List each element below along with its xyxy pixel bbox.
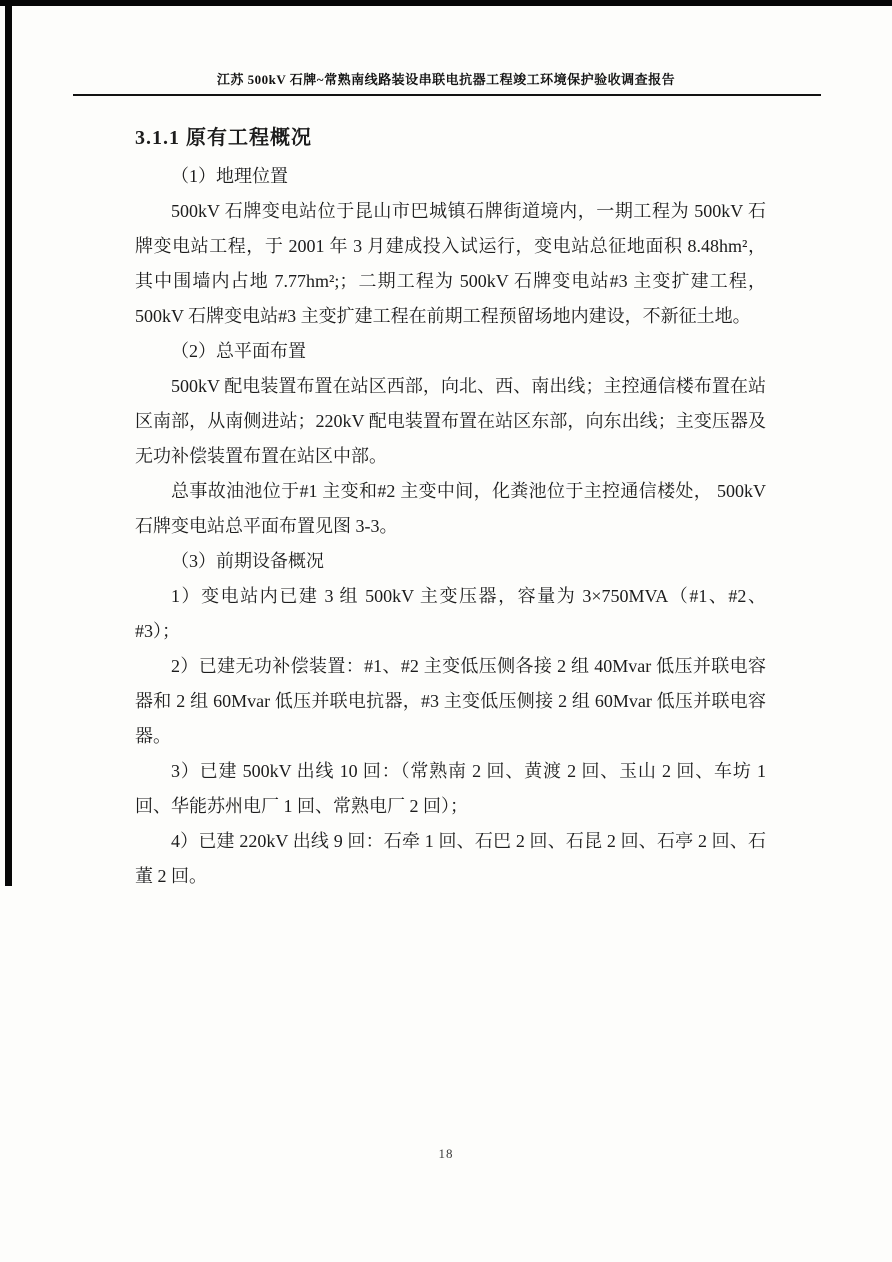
document-body bbox=[135, 121, 766, 894]
page-number: 18 bbox=[438, 1146, 454, 1161]
running-header-title: 江苏 500kV 石牌~常熟南线路装设串联电抗器工程竣工环境保护验收调查报告 bbox=[216, 72, 676, 87]
paragraph-item-4-220kv-lines: 4）已建 220kV 出线 9 回：石牵 1 回、石巴 2 回、石昆 2 回、石亭 2 回、石董 2 回。 bbox=[135, 831, 766, 886]
section-heading: 3.1.1 原有工程概况 bbox=[135, 127, 312, 149]
scan-artifact-left-bar bbox=[5, 0, 12, 886]
paragraph-item-3-500kv-lines: 3）已建 500kV 出线 10 回：（常熟南 2 回、黄渡 2 回、玉山 2 回、车坊 1 回、华能苏州电厂 1 回、常熟电厂 2 回）； bbox=[135, 761, 766, 816]
paragraph-equipment-subheading: （3）前期设备概况 bbox=[171, 551, 324, 571]
paragraph-layout-subheading: （2）总平面布置 bbox=[171, 341, 306, 361]
paragraph-item-1-transformers: 1）变电站内已建 3 组 500kV 主变压器，容量为 3×750MVA（#1、#2、#3）； bbox=[135, 586, 766, 641]
paragraph-oil-pool: 总事故油池位于#1 主变和#2 主变中间，化粪池位于主控通信楼处， 500kV 石牌变电站总平面布置见图 3-3。 bbox=[135, 481, 766, 536]
paragraph-layout-body: 500kV 配电装置布置在站区西部，向北、西、南出线；主控通信楼布置在站区南部，从南侧进站；220kV 配电装置布置在站区东部，向东出线；主变压器及无功补偿装置布置在站区中部。 bbox=[135, 376, 766, 466]
paragraph-geography-subheading: （1）地理位置 bbox=[171, 166, 288, 186]
paragraph-item-2-compensation: 2）已建无功补偿装置：#1、#2 主变低压侧各接 2 组 40Mvar 低压并联电容器和 2 组 60Mvar 低压并联电抗器，#3 主变低压侧接 2 组 60Mvar 低压并联电容器。 bbox=[135, 656, 766, 746]
header-divider-rule bbox=[73, 94, 821, 96]
paragraph-geography-body: 500kV 石牌变电站位于昆山市巴城镇石牌街道境内，一期工程为 500kV 石牌变电站工程，于 2001 年 3 月建成投入试运行，变电站总征地面积 8.48hm²，其中围墙内占地 7.77hm²;；二期工程为 500kV 石牌变电站#3 主变扩建工程，500kV 石牌变电站#3 主变扩建工程在前期工程预留场地内建设，不新征土地。 bbox=[135, 201, 766, 326]
scan-artifact-top-bar bbox=[0, 0, 892, 6]
